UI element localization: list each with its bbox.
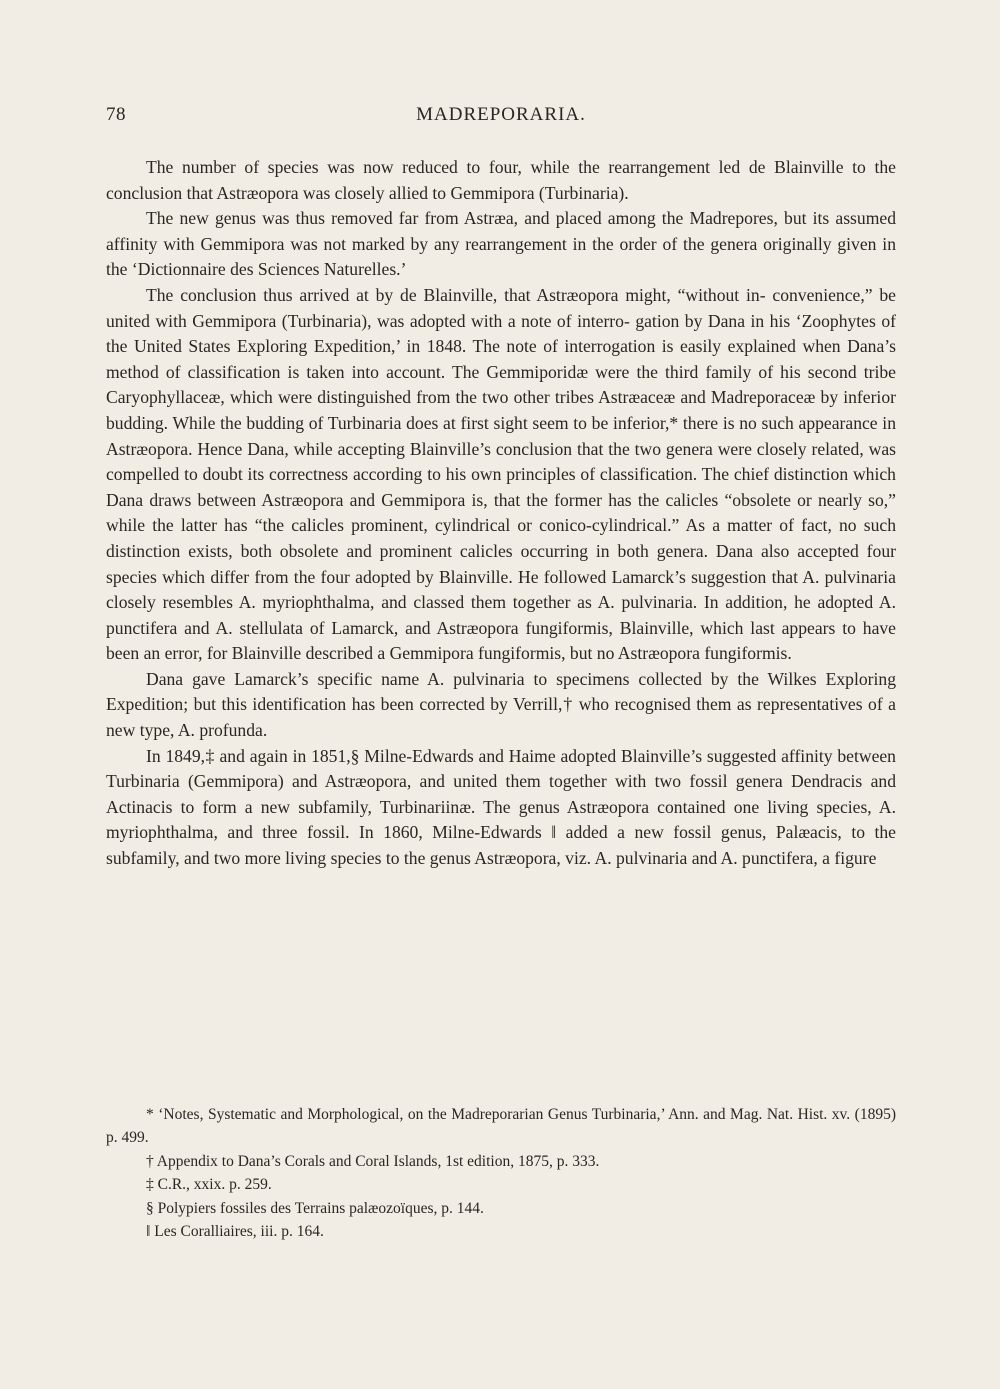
text-line: The new genus was thus removed far from Astræa, and placed among the Madrepores,: [146, 208, 778, 229]
text-line: The conclusion thus arrived at by de Blainville, that Astræopora might, “without in-: [146, 284, 766, 305]
text-line: affinity between Turbinaria (Gemmipora) and Astræopora, and united them together with: [106, 745, 896, 792]
text-line: two fossil genera Dendracis and Actinacis to form a new subfamily, Turbinariinæ. The: [106, 771, 896, 817]
text-line: gation by Dana in his ‘Zoophytes of the United States Exploring Expedition,’ in 1848.: [106, 310, 896, 357]
text-line: The number of species was now reduced to four, while the rearrangement led de: [146, 157, 766, 177]
footnotes: [106, 1103, 896, 1243]
text-line: Astræopora and Gemmipora is, that the former has the calicles “obsolete or nearly so,”: [261, 489, 896, 510]
text-line: order of the genera originally given in the ‘Dictionnaire des Sciences Naturelles.’: [106, 233, 896, 280]
text-line: Blainville to the conclusion that Astræopora was closely allied to Gemmipora (Turbinaria).: [106, 157, 896, 203]
text-line: but its assumed affinity with Gemmipora was not marked by any rearrangement in the: [106, 208, 896, 254]
text-line: to his own principles of classification. The chief distinction which Dana draws between: [106, 464, 896, 510]
paragraph: [106, 283, 896, 667]
footnote: § Polypiers fossiles des Terrains palæozoïques, p. 144.: [146, 1199, 484, 1217]
text-line: and classed them together as A. pulvinaria. In addition, he adopted A. punctifera and: [106, 592, 897, 638]
page-header: [106, 104, 896, 134]
text-line: into account. The Gemmiporidæ were the third family of his second tribe Caryophyllaceæ,: [106, 361, 896, 408]
footnote: ‡ C.R., xxix. p. 259.: [146, 1176, 272, 1194]
text-line: is no such appearance in Astræopora. Hence Dana, while accepting Blainville’s conclusion: [106, 412, 896, 459]
footnote: † Appendix to Dana’s Corals and Coral Islands, 1st edition, 1875, p. 333.: [146, 1152, 600, 1170]
footnote: ‖ Les Coralliaires, iii. p. 164.: [146, 1223, 324, 1241]
text-line: of fact, no such distinction exists, both obsolete and prominent calicles occurring in both: [106, 515, 896, 561]
text-line: which were distinguished from the two other tribes Astræaceæ and Madreporaceæ by inferior: [229, 387, 896, 408]
main-text: [106, 155, 896, 872]
text-line: He followed Lamarck’s suggestion that A. pulvinaria closely resembles A. myriophthalma,: [106, 566, 896, 613]
page-number: 78: [106, 104, 126, 125]
text-line: have been an error, for Blainville described a Gemmipora fungiformis, but no Astræopora: [106, 617, 896, 664]
text-line: The note of interrogation is easily explained when Dana’s method of classification is taken: [106, 336, 896, 382]
text-line: Exploring Expedition; but this identification has been corrected by Verrill,† who recognised: [106, 668, 897, 715]
text-line: convenience,” be united with Gemmipora (Turbinaria), was adopted with a note of interro-: [106, 284, 896, 331]
text-line: genera. Dana also accepted four species which differ from the four adopted by Blainville.: [106, 540, 896, 587]
paragraph: [106, 206, 896, 283]
text-line: budding. While the budding of Turbinaria does at first sight seem to be inferior,* there: [106, 412, 719, 433]
text-line: while the latter has “the calicles prominent, cylindrical or conico-cylindrical.” As a matter: [106, 515, 773, 536]
text-line: that the two genera were closely related, was compelled to doubt its correctness according: [106, 438, 896, 485]
text-line: Dana gave Lamarck’s specific name A. pulvinaria to specimens collected by the Wilkes: [146, 668, 817, 689]
text-line: genus Astræopora contained one living species, A. myriophthalma, and three fossil. In 1860,: [106, 796, 897, 843]
text-line: living species to the genus Astræopora, viz. A. pulvinaria and A. punctifera, a figure: [285, 848, 877, 869]
text-line: A. stellulata of Lamarck, and Astræopora fungiformis, Blainville, which last appears to: [215, 617, 856, 638]
footnote: * ‘Notes, Systematic and Morphological, on the Madreporarian Genus Turbinaria,’ Ann. and Mag. Nat. Hist. xv. (1895) p. 499.: [106, 1106, 896, 1147]
running-title: MADREPORARIA.: [416, 104, 586, 125]
text-line: Milne-Edwards ‖ added a new fossil genus, Palæacis, to the subfamily, and two more: [106, 822, 896, 869]
text-line: fungiformis.: [704, 643, 792, 664]
paragraph: [106, 744, 896, 872]
paragraph: [106, 667, 896, 744]
text-line: In 1849,‡ and again in 1851,§ Milne-Edwards and Haime adopted Blainville’s suggested: [146, 745, 777, 766]
paragraph: [106, 155, 896, 206]
text-line: them as representatives of a new type, A. profunda.: [106, 694, 896, 741]
